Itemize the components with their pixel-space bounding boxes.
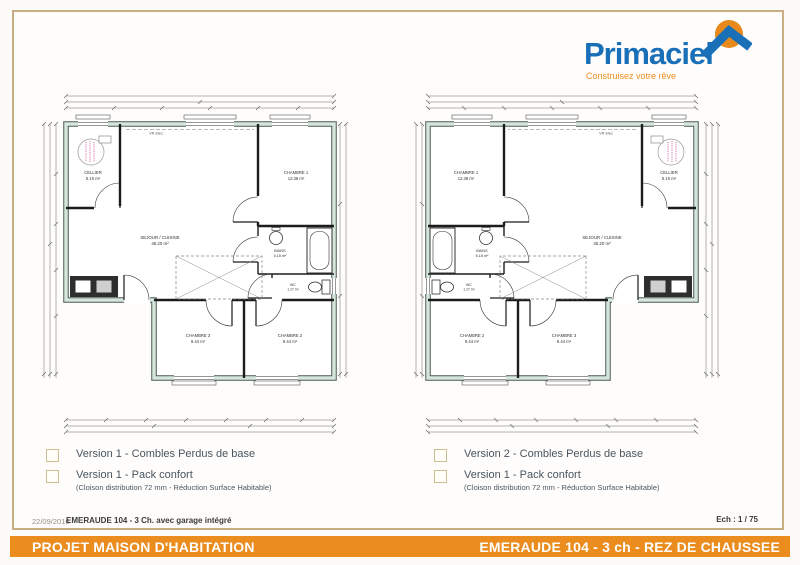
brand-tagline: Construisez votre rêve [586,71,677,81]
floor-plan-version2 [410,88,726,440]
plan-title: EMERAUDE 104 - 3 ch - REZ DE CHAUSSEE [479,538,780,555]
room-area-chambre2: 9.44 m² [464,339,480,344]
document-date: 22/09/2016 [32,517,70,526]
room-label-chambre3: CHAMBRE 3 [551,333,577,338]
room-area-wc: 1.27 m² [463,287,475,292]
room-area-chambre3: 9.44 m² [190,339,206,344]
room-area-cellier: 5.10 m² [85,176,101,181]
legend-option-label: Version 1 - Pack confort [76,469,193,481]
version2-pack-confort-checkbox[interactable] [434,470,447,483]
room-area-chambre3: 9.44 m² [556,339,572,344]
room-label-chambre1: CHAMBRE 1 [283,170,309,175]
floor-plan-drawing [42,94,348,434]
room-label-cellier: CELLIER [660,170,678,175]
room-area-bains: 5.15 m² [475,254,489,258]
shutter-label: VR Elec [149,131,163,136]
legend-option-note: (Cloison distribution 72 mm - Réduction Surface Habitable) [76,483,272,492]
legend-row [46,448,391,462]
room-label-wc: WC [466,283,472,287]
drawing-scale: Ech : 1 / 75 [716,515,758,524]
legend-option-label: Version 2 - Combles Perdus de base [464,448,644,460]
title-bar [10,536,790,557]
brand-logo [584,38,744,81]
room-area-chambre1: 12.38 m² [287,176,305,181]
room-area-cellier: 5.10 m² [661,176,677,181]
roof-icon [700,14,752,60]
room-label-cellier: CELLIER [84,170,102,175]
room-label-sejour: SEJOUR / CUISINE [582,235,622,240]
room-label-wc: WC [290,283,296,287]
room-label-bains: BAINS [476,249,488,253]
version2-combles-checkbox[interactable] [434,449,447,462]
room-label-chambre3: CHAMBRE 3 [185,333,211,338]
room-label-bains: BAINS [274,249,286,253]
room-label-chambre2: CHAMBRE 2 [459,333,485,338]
legend-row [434,448,779,462]
legend-version2 [434,448,779,499]
version1-combles-checkbox[interactable] [46,449,59,462]
room-area-bains: 5.15 m² [273,254,287,258]
room-label-chambre2: CHAMBRE 2 [277,333,303,338]
project-title: PROJET MAISON D'HABITATION [32,538,255,555]
document-reference: EMERAUDE 104 - 3 Ch. avec garage intégré [66,516,232,525]
room-area-wc: 1.27 m² [287,287,299,292]
brand-name: Primaciel [584,36,713,71]
room-area-sejour: 45.20 m² [593,241,611,246]
legend-option-label: Version 1 - Pack confort [464,469,581,481]
room-label-chambre1: CHAMBRE 1 [453,170,479,175]
legend-option-note: (Cloison distribution 72 mm - Réduction Surface Habitable) [464,483,660,492]
legend-option-label: Version 1 - Combles Perdus de base [76,448,256,460]
room-area-chambre1: 12.38 m² [457,176,475,181]
shutter-label: VR Elec [599,131,613,136]
legend-row [434,469,779,492]
floor-plan-drawing-mirrored [414,94,720,434]
legend-row [46,469,391,492]
floor-plan-version1 [36,88,352,440]
room-label-sejour: SEJOUR / CUISINE [140,235,180,240]
legend-version1 [46,448,391,499]
room-area-sejour: 45.20 m² [151,241,169,246]
version1-pack-confort-checkbox[interactable] [46,470,59,483]
room-area-chambre2: 9.44 m² [282,339,298,344]
